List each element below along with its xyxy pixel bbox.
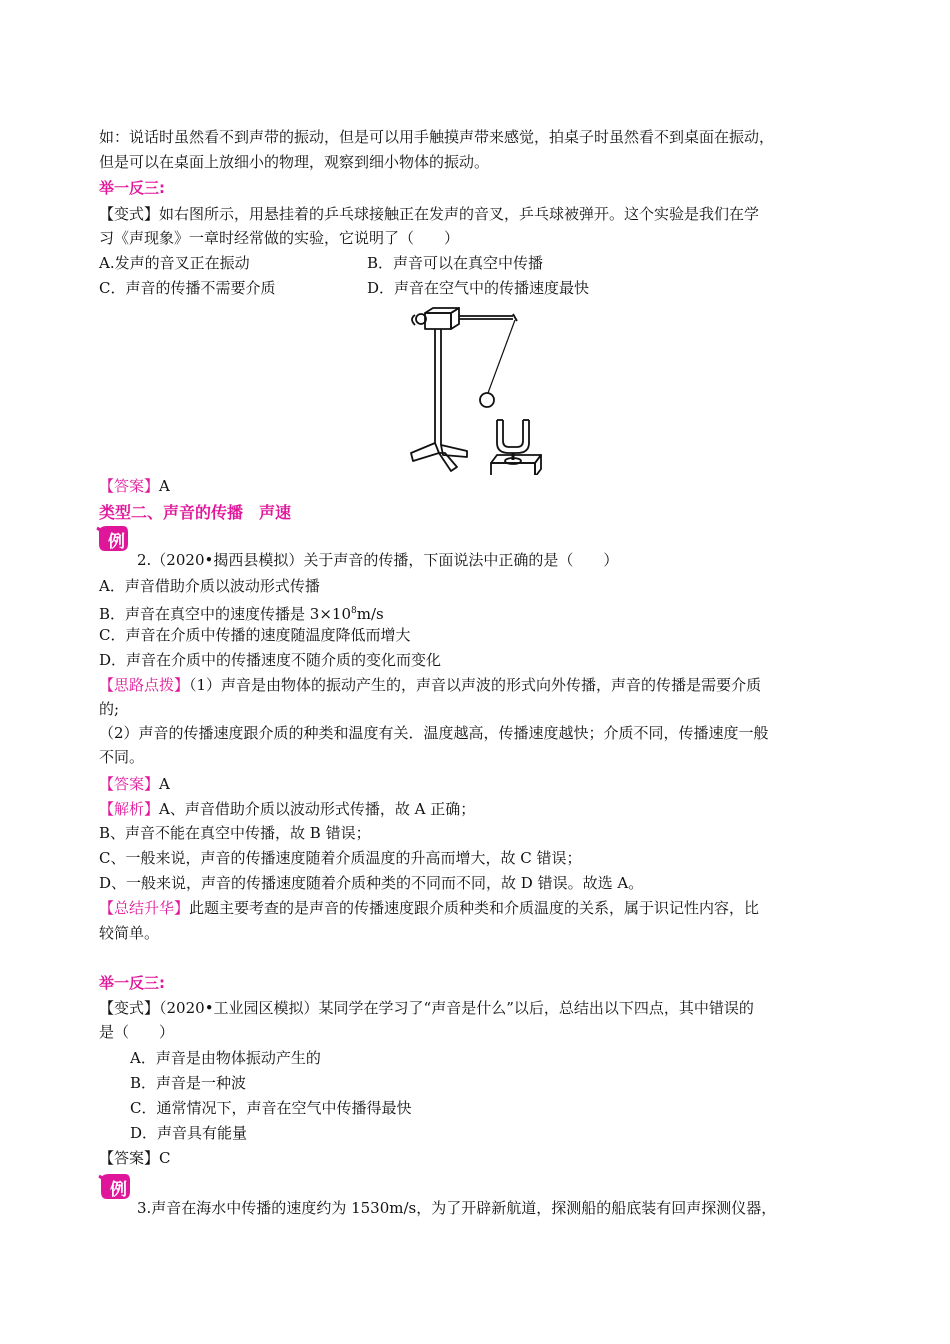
example2-question: 2.（2020•揭西县模拟）关于声音的传播，下面说法中正确的是（ ） bbox=[137, 551, 619, 569]
practice2-option-b: B．声音是一种波 bbox=[130, 1074, 247, 1092]
practice-heading: 举一反三: bbox=[99, 179, 165, 197]
practice2-question-line-2: 是（ ） bbox=[99, 1023, 175, 1041]
practice2-answer: 【答案】C bbox=[99, 1149, 171, 1167]
analysis-line-3: C、一般来说，声音的传播速度随着介质温度的升高而增大，故 C 错误； bbox=[99, 849, 582, 867]
section-title: 类型二、声音的传播 声速 bbox=[99, 503, 292, 522]
example2-option-a: A．声音借助介质以波动形式传播 bbox=[99, 577, 320, 595]
example-badge-label: 例 bbox=[108, 532, 125, 552]
example3-question: 3.声音在海水中传播的速度约为 1530m/s，为了开辟新航道，探测船的船底装有回声探测仪器， bbox=[137, 1199, 777, 1217]
practice1-question-line-2: 习《声现象》一章时经常做的实验，它说明了（ ） bbox=[99, 229, 460, 247]
option-d: D．声音在空气中的传播速度最快 bbox=[367, 279, 590, 297]
example2-option-b: B．声音在真空中的速度传播是 $3\times 10^8m/s$ bbox=[99, 605, 384, 623]
practice1-answer: 【答案】A bbox=[99, 477, 170, 495]
analysis-line-1: 【解析】A、声音借助介质以波动形式传播，故 A 正确； bbox=[99, 800, 476, 818]
summary-line-2: 较简单。 bbox=[99, 924, 160, 942]
variant-tag-2: 【变式】 bbox=[99, 999, 160, 1017]
example2-option-c: C．声音在介质中传播的速度随温度降低而增大 bbox=[99, 626, 411, 644]
example-badge-label-2: 例 bbox=[110, 1180, 127, 1200]
practice2-question-line-1: 【变式】（2020•工业园区模拟）某同学在学习了“声音是什么”以后，总结出以下四点，其中错误的 bbox=[99, 999, 754, 1017]
example2-answer: 【答案】A bbox=[99, 775, 170, 793]
practice2-option-a: A．声音是由物体振动产生的 bbox=[130, 1049, 321, 1067]
intro-line-1: 如：说话时虽然看不到声带的振动，但是可以用手触摸声带来感觉，拍桌子时虽然看不到桌面在振动， bbox=[99, 128, 775, 146]
example2-option-d: D．声音在介质中的传播速度不随介质的变化而变化 bbox=[99, 651, 442, 669]
intro-line-2: 但是可以在桌面上放细小的物理，观察到细小物体的振动。 bbox=[99, 153, 490, 171]
hint-line-3: （2）声音的传播速度跟介质的种类和温度有关．温度越高，传播速度越快；介质不同，传播速度一般 bbox=[99, 724, 769, 742]
option-b: B．声音可以在真空中传播 bbox=[367, 254, 544, 272]
practice2-option-c: C．通常情况下，声音在空气中传播得最快 bbox=[130, 1099, 412, 1117]
practice2-option-d: D．声音具有能量 bbox=[130, 1124, 248, 1142]
hint-line-4: 不同。 bbox=[99, 748, 145, 766]
practice-heading-2: 举一反三: bbox=[99, 974, 165, 992]
variant-tag: 【变式】 bbox=[99, 205, 160, 223]
practice1-question-line-1: 【变式】如右图所示，用悬挂着的乒乓球接触正在发声的音叉，乒乓球被弹开。这个实验是我们在学 bbox=[99, 205, 760, 223]
option-a: A.发声的音叉正在振动 bbox=[99, 254, 250, 272]
hint-line-2: 的; bbox=[99, 700, 120, 718]
hint-line-1: 【思路点拨】（1）声音是由物体的振动产生的，声音以声波的形式向外传播，声音的传播是需要介质 bbox=[99, 676, 762, 694]
option-c: C．声音的传播不需要介质 bbox=[99, 279, 276, 297]
summary-line-1: 【总结升华】此题主要考查的是声音的传播速度跟介质种类和介质温度的关系，属于识记性内容，比 bbox=[99, 899, 760, 917]
analysis-line-4: D、一般来说，声音的传播速度随着介质种类的不同而不同，故 D 错误。故选 A。 bbox=[99, 874, 644, 892]
tuning-fork-experiment-figure bbox=[405, 305, 550, 475]
analysis-line-2: B、声音不能在真空中传播，故 B 错误； bbox=[99, 824, 371, 842]
